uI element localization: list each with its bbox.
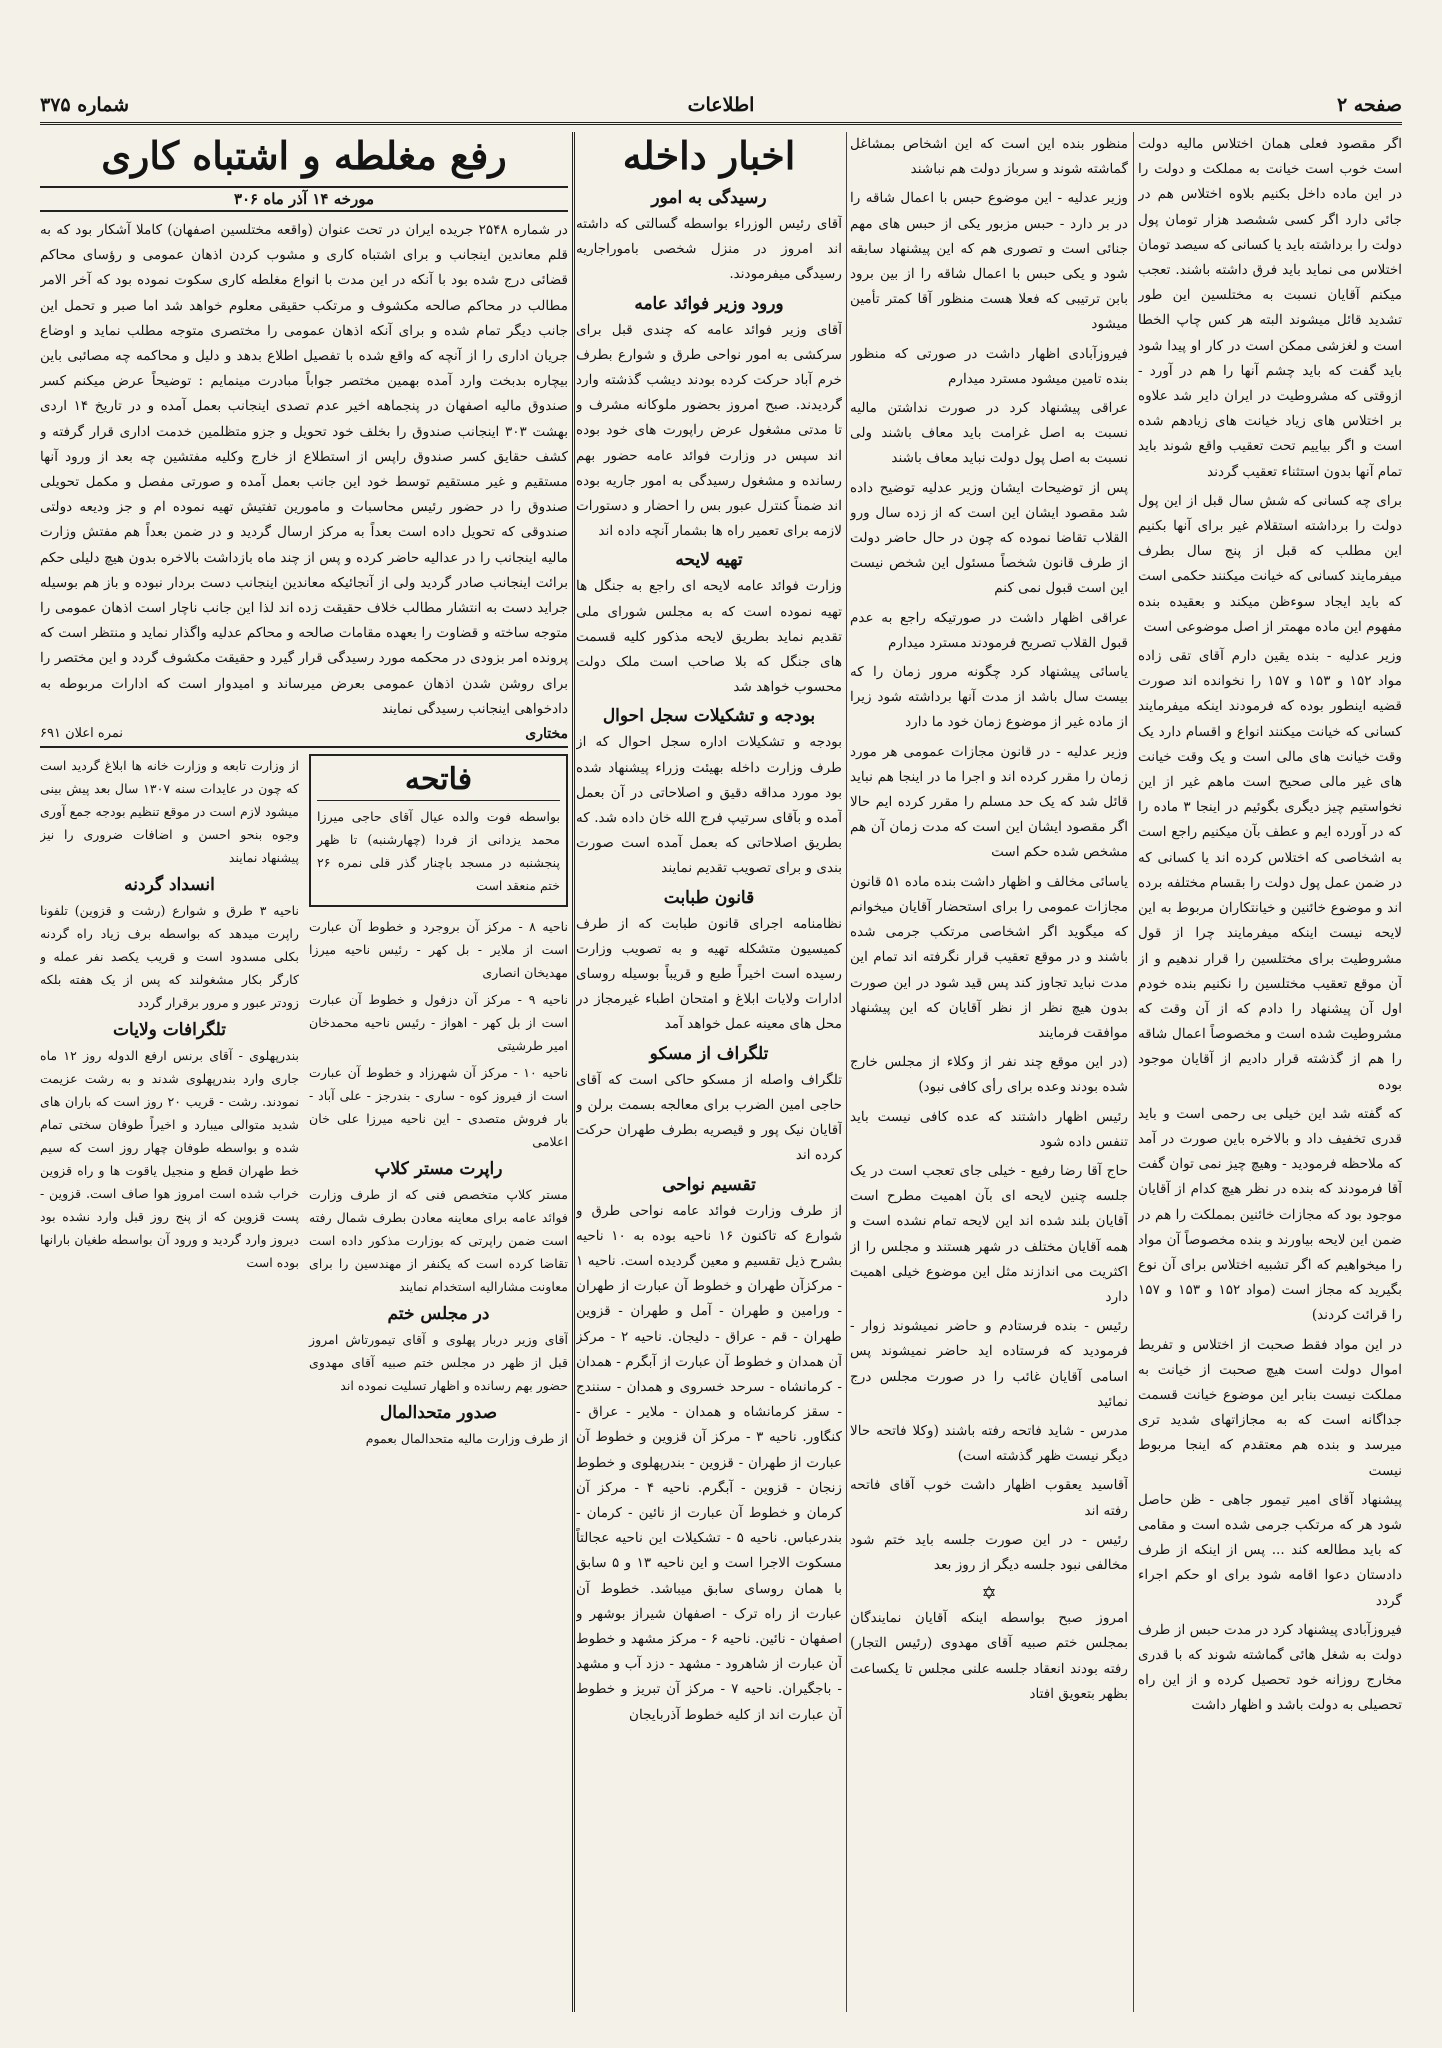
news-heading: راپرت مستر کلاپ xyxy=(374,1159,503,1180)
star-ornament-icon: ✡ xyxy=(981,1583,997,1605)
column-rule xyxy=(846,132,847,2012)
letter-title: رفع مغلطه و اشتباه کاری xyxy=(101,133,507,178)
news-heading: ورود وزیر فوائد عامه xyxy=(634,293,784,314)
letter-body: در شماره ۲۵۴۸ جریده ایران در تحت عنوان (واقعه مختلسین اصفهان) کاملا آشکار بود که به قلم معاندین اینجانب و برای اشتباه کاری و مشوب کردن اذهان عمومی و رؤسای محاکم قضائی درج شده بود با آنکه در این مدت با انواع مغلطه کاری سکوت نموده بود که آخر الامر مطالب در محاکم صالحه مکشوف و مرتکب حقیقی معلوم خواهد شد اما صبر و تحمل این جانب دیگر تمام شده و برای آنکه اذهان عمومی را مختصری متوجه مطلب نماید و اوضاع جریان اداری را از آنچه که واقع شده با تفصیل اطلاع بدهد و دلیل و محاکمه چه مصائبی باین بیچاره بدبخت وارد آمده بهمین مختصر جواباً مبادرت مینمایم : توضیحاً عرض میکنم کسر صندوق مالیه اصفهان در پنجماهه اخیر عدم تصدی اینجانب بعمل آمده و در تاریخ ۱۴ اردی بهشت ۳۰۳ اینجانب صندوق را بخلف خود تحویل و جزو متظلمین خدمت اداری قرار گرفته و کشف حقایق کسر صندوق راپس از استطلاع از خارج وکلیه مفتشین چه بعد از ورود آنها مستقیم و غیر مستقیم توسط خود این جانب بعمل آمده و صورتی مفصل و مکمل تحویلی صندوق را در حضور رئیس محاسبات و مامورین تفتیش تهیه نموده ام و جز ودیعه دولتی صندوقی که تحویل داده است بعداً به مرکز ارسال گردید و در ضمن بعداً هم مفتش وزارت مالیه اینجانب را در عدالیه حاضر کرده و پس از چند ماه بازداشت بالاخره بدون هیچ دلیلی حکم برائت اینجانب صادر گردید ولی از آنجائیکه معاندین اینجانب دست بردار نبوده و باز هم بوسیله جراید دست به انتشار مطالب خلاف حقیقت زده اند لذا این جانب ناچار است اذهان عمومی را متوجه ساخته و قضاوت را بعهده مقامات صالحه و محاکم عدلیه واگذار نماید و منتظر است که پرونده امر بزودی در محکمه مورد رسیدگی قرار گیرد و حقیقت مکشوف گردد و این مختصر را برای روشن شدن اذهان عمومی بعرض میرساند و امیدوار است که ادارات مربوطه به دادخواهی اینجانب رسیدگی نمایند xyxy=(40,222,568,717)
paragraph: اگر مقصود فعلی همان اختلاس مالیه دولت است خوب است خیانت به مملکت و دولت را در این ماده داخل بکنیم بلاوه اختلاس هم در جائی دارد اگر کسی ششصد هزار تومان پول دولت را برداشته باید یا کسانی که سیصد تومان اختلاس می نماید باید فرق داشته باشند. تعجب میکنم آقایان نسبت به مختلسین این طور تشدید قائل میشوند البته هر کس چاپ الخطا است و لغزشی ممکن است در کار او پیدا شود باید گفت که باید چشم آنها را هم در آورد - ازوقتی که مشروطیت در ایران دایر شد علاوه بر اختلاس های زیاد خیانت های زیادهم شده است و اگر بیاییم تحت تعقیب واقع شوند باید تمام آنها بدون استثناء تعقیب گردند xyxy=(1138,136,1402,480)
fateha-title: فاتحه xyxy=(317,760,560,801)
paragraph: ناحیه ۱۰ - مرکز آن شهرزاد و خطوط آن عبارت است از فیروز کوه - ساری - بندرجز - علی آباد - بار فروش متصدی - این ناحیه میرزا علی خان اعلامی xyxy=(309,1065,568,1150)
paragraph: برای چه کسانی که شش سال قبل از این پول دولت را برداشته استقلام غیر برای آنها بکنیم این مطلب که قبل از پنج سال بطرف میفرمایند کسانی که خیانت میکنند حکمی است که باید ایجاد سوءظن میکند و بعقیده بنده مفهوم این ماده مهمتر از اصل موضوعی است xyxy=(1138,492,1402,635)
news-heading: تلگرافات ولایات xyxy=(113,1020,226,1041)
fateha-notice xyxy=(309,754,568,907)
paragraph: امروز صبح بواسطه اینکه آقایان نمایندگان بمجلس ختم صبیه آقای مهدوی (رئیس التجار) رفته بودند انعقاد جلسه علنی مجلس تا یکساعت بظهر بتعویق افتاد xyxy=(850,1610,1128,1702)
news-body: مستر کلاپ متخصص فنی که از طرف وزارت فوائد عامه برای معاینه معادن بطرف شمال رفته است ضمن راپرتی که بوزارت مذکور داده است تقاضا کرده است که یکنفر از مهندسین را برای معاونت مشارالیه استخدام نمایند xyxy=(309,1187,568,1295)
news-body: از طرف وزارت فوائد عامه نواحی طرق و شوارع که تاکنون ۱۶ ناحیه بوده به ۱۰ ناحیه بشرح ذیل تقسیم و معین گردیده است. ناحیه ۱ - مرکزآن طهران و خطوط آن عبارت از طهران - ورامین و طهران - آمل و طهران - قزوین طهران - قم - عراق - دلیجان. ناحیه ۲ - مرکز آن همدان و خطوط آن عبارت از آبگرم - همدان - کرمانشاه - سرحد خسروی و همدان - سنندج - سقز کرمانشاه و همدان - ملایر - عراق - کنگاور. ناحیه ۳ - مرکز آن قزوین و خطوط آن عبارت از طهران - قزوین - بندرپهلوی و خطوط زنجان - قزوین - آبگرم. ناحیه ۴ - مرکز آن کرمان و خطوط آن عبارت از نائین - کرمان - بندرعباس. ناحیه ۵ - تشکیلات این ناحیه عجالتاً مسکوت الاجرا است و این ناحیه ۱۳ و ۵ سابق با همان روسای سابق میباشد. خطوط آن عبارت از راه ترک - اصفهان شیراز بوشهر و اصفهان - نائین. ناحیه ۶ - مرکز مشهد و خطوط آن عبارت از شاهرود - مشهد - دزد آب و مشهد - باجگیران. ناحیه ۷ - مرکز آن تبریز و خطوط آن عبارت اند از کلیه خطوط آذربایجان xyxy=(576,1202,842,1723)
paragraph: ناحیه ۹ - مرکز آن دزفول و خطوط آن عبارت است از بل کهر - اهواز - رئیس ناحیه محمدخان امیر طرشیتی xyxy=(309,992,568,1054)
news-heading: رسیدگی به امور xyxy=(651,188,767,208)
news-heading: تلگراف از مسکو xyxy=(649,1043,769,1064)
ad-number: نمره اعلان ۶۹۱ xyxy=(40,726,124,742)
news-body: تلگراف واصله از مسکو حاکی است که آقای حاجی امین الضرب برای معالجه بسمت برلن و آقایان نیک پور و قیصریه بطرف طهران حرکت کرده اند xyxy=(576,1071,842,1164)
paragraph: آقاسید یعقوب اظهار داشت خوب آقای فاتحه رفته اند xyxy=(850,1477,1128,1519)
column-debate-continued xyxy=(850,132,1128,2012)
news-body: بندرپهلوی - آقای برنس ارفع الدوله روز ۱۲ ماه جاری وارد بندرپهلوی شدند و به رشت عزیمت نمودند. رشت - قریب ۲۰ روز است که باران های شدید متوالی میبارد و اخیراً طوفان سختی تمام شده و بواسطه طوفان چهار روز است که سیم خط طهران قطع و منجیل یاقوت ها و راه قزوین خراب شده است امروز هوا صاف است. قزوین - پست قزوین که از پنج روز قبل وارد نشده بود دیروز وارد گردید و ورود آن بواسطه طغیان بارانها بوده است xyxy=(40,1048,299,1271)
sub-column-left xyxy=(40,754,299,1454)
column-rule xyxy=(572,132,575,2012)
paragraph: پیشنهاد آقای امیر تیمور جاهی - ظن حاصل شود هر که مرتکب جرمی شده است و مقامی که باید مطالعه کند ... پس از اینکه از طرف دادستان دعوا اقامه شود برای او حکم اجراء گردد xyxy=(1138,1491,1402,1609)
paragraph: منظور بنده این است که این اشخاص بمشاغل گماشته شوند و سرباز دولت هم نباشند xyxy=(850,136,1128,178)
paragraph: یاسائی پیشنهاد کرد چگونه مرور زمان را که بیست سال باشد از مدت آنها برداشته شود زیرا از ماده غیر از موضوع زمان خود ما دارد xyxy=(850,664,1128,731)
newspaper-name: اطلاعات xyxy=(687,94,755,116)
paragraph: عراقی پیشنهاد کرد در صورت نداشتن مالیه نسبت به اصل غرامت باید معاف باشند ولی نسبت به اصل پول دولت نباید معاف باشند xyxy=(850,400,1128,467)
news-body: آقای وزیر فوائد عامه که چندی قبل برای سرکشی به امور نواحی طرق و شوارع بطرف خرم آباد حرکت کرده بودند دیشب گذشته وارد گردیدند. صبح امروز بحضور ملوکانه مشرف و تا مدتی مشغول عرض راپورت های خود بوده اند سپس در وزارت فوائد عامه حضور بهم رسانده و مشغول رسیدگی به امور جاریه بوده اند ضمناً کنترل عبور بس را احضار و دستورات لازمه برای تعمیر راه ها بشمار آنچه داده اند xyxy=(576,321,842,540)
news-heading: بودجه و تشکیلات سجل احوال xyxy=(602,706,816,727)
paragraph: ناحیه ۸ - مرکز آن بروجرد و خطوط آن عبارت است از ملایر - بل کهر - رئیس ناحیه میرزا مهدیخان انصاری xyxy=(309,919,568,981)
news-body: از طرف وزارت مالیه متحدالمال بعموم xyxy=(365,1431,568,1447)
fateha-text: بواسطه فوت والده عیال آقای حاجی میرزا محمد یزدانی از فردا (چهارشنبه) تا ظهر پنجشنبه در مسجد باچنار گذر قلی نمره ۲۶ ختم منعقد است xyxy=(317,809,560,894)
paragraph: فیروزآبادی پیشنهاد کرد در مدت حبس از طرف دولت به شغل هائی گماشته شوند که با قدری مخارج روزانه خود تحصیل کرده و از این راه تحصیلی به دولت باشد و اظهار داشت xyxy=(1138,1621,1402,1714)
issue-number: شماره ۳۷۵ xyxy=(40,94,130,116)
signature-row xyxy=(40,726,568,748)
paragraph: (در این موقع چند نفر از وکلاء از مجلس خارج شده بودند وعده برای رأی کافی نبود) xyxy=(850,1054,1128,1096)
sub-columns xyxy=(40,754,568,1454)
news-heading: تقسیم نواحی xyxy=(662,1174,756,1195)
news-body: نظامنامه اجرای قانون طبابت که از طرف کمیسیون متشکله تهیه و به تصویب وزارت رسیده است اخیراً طبع و قریباً بوسیله روسای ادارات ولایات ابلاغ و امتحان اطباء غیرمجاز در محل های معینه عمل خواهد آمد xyxy=(576,915,842,1033)
paragraph: مدرس - شاید فاتحه رفته باشند (وکلا فاتحه حالا دیگر نیست ظهر گذشته است) xyxy=(850,1422,1128,1465)
news-heading: در مجلس ختم xyxy=(387,1304,490,1325)
paragraph: در این مواد فقط صحبت از اختلاس و تفریط اموال دولت است هیچ صحبت از خیانت به مملکت نیست بنابر این موضوع خیانت قسمت جداگانه است که به مجازاتهای شدید تری میرسد و بنده هم معتقدم که اینجا مربوط نیست xyxy=(1138,1336,1402,1479)
column-domestic-news xyxy=(576,132,842,2012)
page-number: صفحه ۲ xyxy=(1336,94,1402,116)
letter-date: مورخه ۱۴ آذر ماه ۳۰۶ xyxy=(40,186,568,212)
news-body: ناحیه ۳ طرق و شوارع (رشت و قزوین) تلفونا راپرت میدهد که بواسطه برف زیاد راه گردنه بکلی مسدود است و قریب یکصد نفر عمله و کارگر بکار مشغولند که پس از یک هفته بلکه زودتر عبور و مرور برقرار گردد xyxy=(40,903,299,1011)
news-heading: صدور متحدالمال xyxy=(379,1403,498,1424)
paragraph: وزیر عدلیه - این موضوع حبس با اعمال شاقه را در بر دارد - حبس مزبور یکی از حبس های مهم جنائی است و تصوری هم که این پیشنهاد سابقه شود و یکی حبس با اعمال شاقه را از بین برود بابن ترتیبی که فعلا هست منظور آقا کمتر تأمین میشود xyxy=(850,190,1128,333)
paragraph: از وزارت تابعه و وزارت خانه ها ابلاغ گردید است که چون در عایدات سنه ۱۳۰۷ سال بعد پیش بینی میشود لازم است در موقع تنظیم بودجه جمع آوری وجوه بنحو احسن و اضافات ضروری را نیز پیشنهاد نمایند xyxy=(40,758,299,866)
sub-column-right xyxy=(309,754,568,1454)
paragraph: حاج آقا رضا رفیع - خیلی جای تعجب است در یک جلسه چنین لایحه ای بآن اهمیت مطرح است آقایان بلند شده اند این لایحه تمام نشده است و همه آقایان مختلف در شهر هستند و مجلس را از اکثریت می اندازند مثل این موضوع خیلی اهمیت دارد xyxy=(850,1162,1128,1305)
news-body: آقای رئیس الوزراء بواسطه گسالتی که داشته اند امروز در منزل شخصی باموراجاریه رسیدگی میفرمودند. xyxy=(576,216,842,283)
paragraph: رئیس - در این صورت جلسه باید ختم شود مخالفی نبود جلسه دیگر از روز بعد xyxy=(850,1531,1128,1573)
column-correction-letter xyxy=(40,132,568,2012)
section-title: اخبار داخله xyxy=(622,133,796,178)
signature: مختاری xyxy=(525,726,568,743)
column-parliament-debate xyxy=(1138,132,1402,2012)
paragraph: یاسائی مخالف و اظهار داشت بنده ماده ۵۱ قانون مجازات عمومی را برای استحضار آقایان میخوانم که میگوید اگر اشخاصی مرتکب جرمی شده باشند و در موقع تعقیب قرار نگرفته اند تمام این مدت نباید تجاوز کند پس قید شود در این صورت بدون هیچ نظر از نظر آقایان که این پیشنهاد موافقت فرمایند xyxy=(850,873,1128,1041)
news-heading: تهیه لایحه xyxy=(675,550,743,571)
news-heading: انسداد گردنه xyxy=(124,875,215,896)
column-rule xyxy=(1133,132,1134,2012)
paragraph: عراقی اظهار داشت در صورتیکه راجع به عدم قبول القلاب تصریح فرمودند مسترد میدارم xyxy=(850,609,1128,651)
paragraph: فیروزآبادی اظهار داشت در صورتی که منظور بنده تامین میشود مسترد میدارم xyxy=(850,345,1128,387)
paragraph: رئیس اظهار داشتند که عده کافی نیست باید تنفس داده شود xyxy=(850,1108,1128,1150)
paragraph: رئیس - بنده فرستادم و حاضر نمیشوند زوار - فرمودید که فرستاده اید حاضر نمیشوند پس اسامی آقایان غائب را در صورت مجلس درج نمائید xyxy=(850,1318,1128,1410)
news-body: آقای وزیر دربار پهلوی و آقای تیمورتاش امروز قبل از ظهر در مجلس ختم صبیه آقای مهدوی حضور بهم رسانده و اظهار تسلیت نموده اند xyxy=(309,1332,568,1394)
paragraph: وزیر عدلیه - در قانون مجازات عمومی هر مورد زمان را مقرر کرده اند و اجرا ما در اینجا هم نباید قائل شد که یک حد مسلم را مقرر کرده ایم حالا اگر مقصود ایشان این است که مدت زمان آن هم مشخص شده حکم است xyxy=(850,743,1128,861)
paragraph: که گفته شد این خیلی بی رحمی است و باید قدری تخفیف داد و بالاخره باین صورت در آمد که ملاحظه فرمودید - وهیچ چیز نمی توان گفت آقا فرمودند که بنده در نظر هیچ کدام از آقایان موجود بود که مجازات خائنین بمملکت را هم در ضمن این لایحه بیاورند و بنده مخصوصاً آن مواد را میخواهیم که اگر تشبیه اختلاس برای آن نوع بگیرید که مجاز است (مواد ۱۵۲ و ۱۵۳ و ۱۵۷ را قرائت کردند) xyxy=(1138,1105,1402,1324)
news-body: بودجه و تشکیلات اداره سجل احوال که از طرف وزارت داخله بهیئت وزراء پیشنهاد شده بود مورد مداقه دقیق و اصلاحاتی در آن بعمل آمده و بآقای سرتیپ فرج الله خان داده شد. که بطریق اصلاحاتی که بعمل آمده است صورت بندی و برای تصویب تقدیم نمایند xyxy=(576,734,842,877)
paragraph: پس از توضیحات ایشان وزیر عدلیه توضیح داده شد مقصود ایشان این است که از زده سال ورو القلاب تقاضا نموده که چون در حال حاضر دولت از طرف قانون شخصاً مسئول این شخص نیست این است قبول نمی کنم xyxy=(850,479,1128,597)
paragraph: وزیر عدلیه - بنده یقین دارم آقای تقی زاده مواد ۱۵۲ و ۱۵۳ و ۱۵۷ را نخوانده اند صورت قضیه اینطور بوده که فرمودند اینکه میفرمایند کسانی که خیانت میکنند انواع و اقسام دارد یک وقت خیانت های مالی است و یک وقت خیانت های غیر مالی صحیح است ماهم غیر از این نخواستیم چیز دیگری بگوئیم در اینجا ۳ ماده را که در آورده ایم و عطف بآن میکنیم راجع است به اشخاصی که اختلاس کرده اند یا کسانی که در ضمن عمل پول دولت را بقسام مختلفه برده اند و موضوع خائنین و خیانتکاران مربوط به این لایحه نیست اینکه میفرمایند چرا از قول مشروطیت برای مختلسین را قرار ندهیم و از آن موقع تعقیب مختلسین را نکنیم بنده خودم اول آن پیشنهاد را دادم که از آن وقت که مشروطیت شده است و مخصوصاً اعمال شاقه را هم از گذشته قرار دادیم از آقایان موجود بوده xyxy=(1138,648,1402,1093)
news-body: وزارت فوائد عامه لایحه ای راجع به جنگل ها تهیه نموده است که به مجلس شورای ملی تقدیم نماید بطریق لایحه مذکور کلیه قسمت های جنگل که بلا صاحب است ملک دولت محسوب خواهد شد xyxy=(576,578,842,696)
news-heading: قانون طبابت xyxy=(663,887,755,908)
masthead xyxy=(40,88,1402,125)
